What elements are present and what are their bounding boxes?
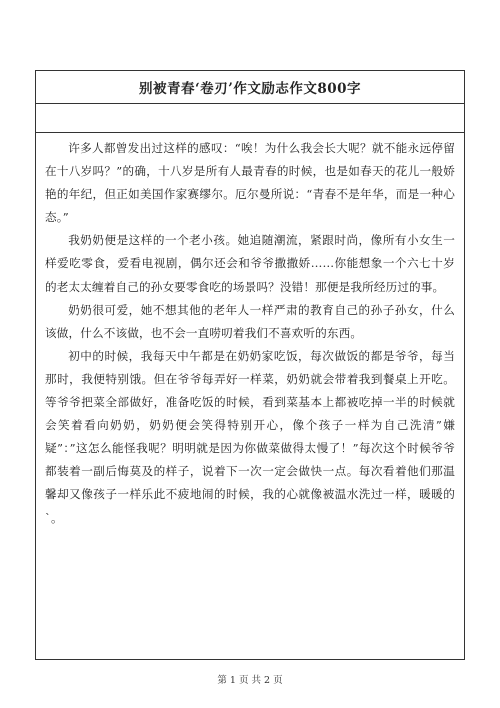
document-title: 别被青春‘卷刃’作文励志作文800字 <box>36 71 464 104</box>
document-table <box>35 70 465 660</box>
document-body <box>36 133 464 530</box>
paragraph: 奶奶很可爱，她不想其他的老年人一样严肃的教育自己的孙子孙女，什么该做，什么不该做，也不会一直唠叨着我们不喜欢听的东西。 <box>45 302 455 340</box>
paragraph: 初中的时候，我每天中午都是在奶奶家吃饭，每次做饭的都是爷爷，每当那时，我便特别饿。但在爷爷每弄好一样菜，奶奶就会带着我到餐桌上开吃。等爷爷把菜全部做好，准备吃饭的时候，看到菜基本上都被吃掉一半的时候就会笑着看向奶奶，奶奶便会笑得特别开心，像个孩子一样为自己洗清”嫌疑”：”这怎么能怪我呢？明明就是因为你做菜做得太慢了！”每次这个时候爷爷都装着一副后悔莫及的样子，说着下一次一定会做快一点。每次看着他们那温馨却又像孩子一样乐此不疲地闹的时候，我的心就像被温水洗过一样，暖暖的`。 <box>45 348 455 525</box>
paragraph: 我奶奶便是这样的一个老小孩。她追随潮流，紧跟时尚，像所有小女生一样爱吃零食，爱看电视剧，偶尔还会和爷爷撒撒娇……你能想象一个六七十岁的老太太缠着自己的孙女要零食吃的场景吗？没错！那便是我所经历过的事。 <box>45 233 455 294</box>
paragraph: 许多人都曾发出过这样的感叹：“唉！为什么我会长大呢？就不能永远停留在十八岁吗？”的确，十八岁是所有人最青春的时候，也是如春天的花儿一般娇艳的年纪，但正如美国作家赛缪尔。厄尔曼所说：“青春不是年华，而是一种心态。” <box>45 141 455 225</box>
blank-row <box>36 104 464 133</box>
page-number: 第 1 页 共 2 页 <box>217 675 283 686</box>
